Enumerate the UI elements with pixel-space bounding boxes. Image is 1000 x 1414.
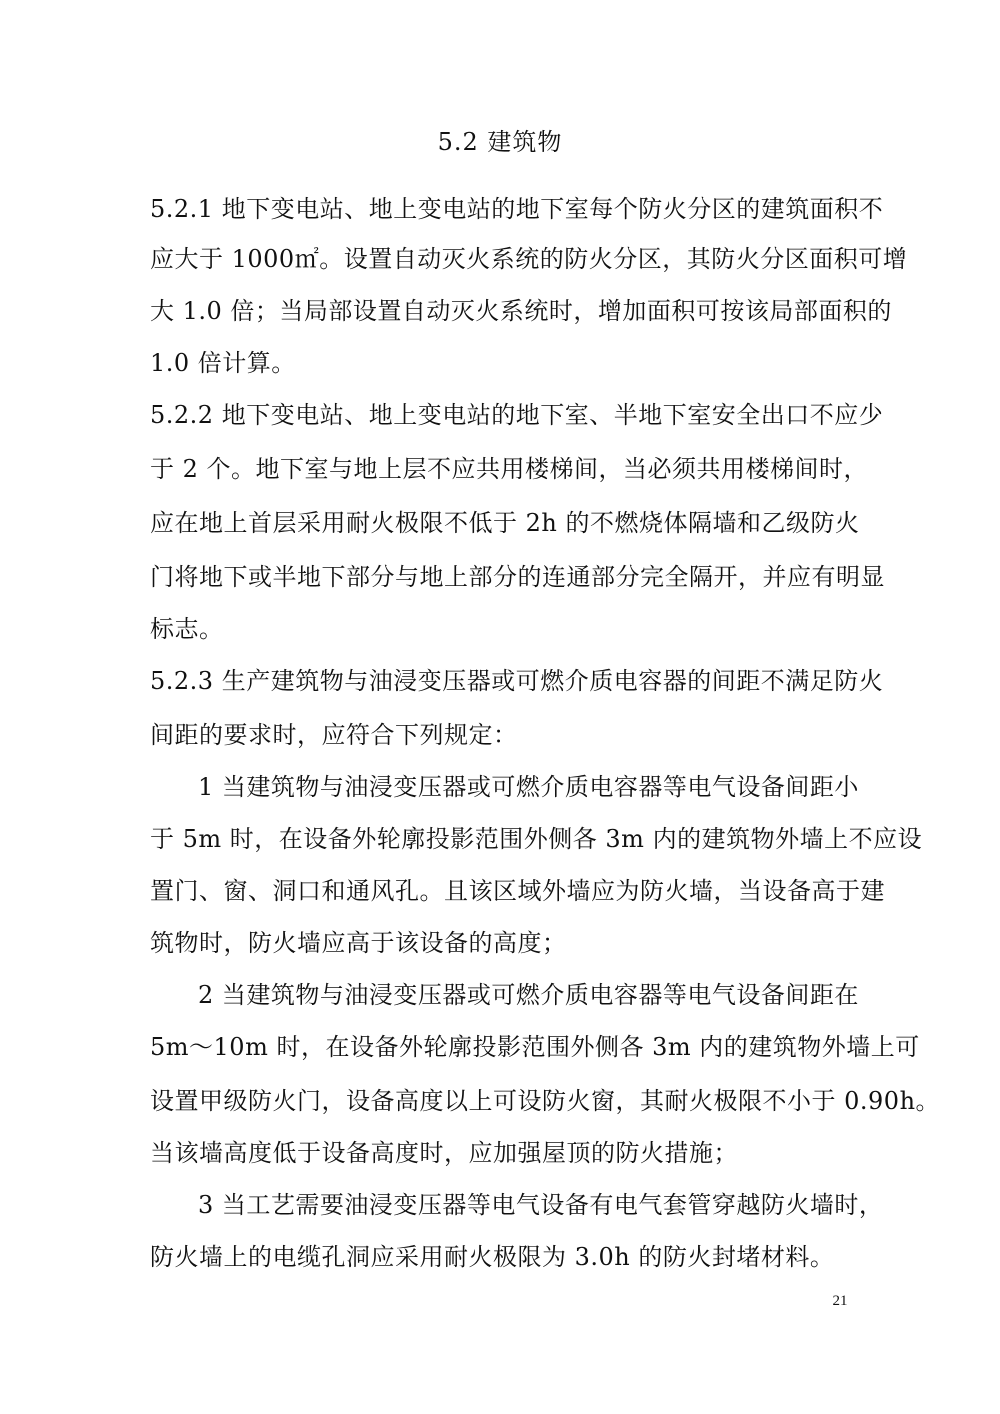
text-line: 1 当建筑物与油浸变压器或可燃介质电容器等电气设备间距小 xyxy=(198,773,859,801)
text-line: 3 当工艺需要油浸变压器等电气设备有电气套管穿越防火墙时， xyxy=(198,1191,884,1219)
text-line: 5.2.3 生产建筑物与油浸变压器或可燃介质电容器的间距不满足防火 xyxy=(150,667,884,695)
text-line: 间距的要求时，应符合下列规定： xyxy=(150,721,518,749)
text-line: 应大于 1000㎡。设置自动灭火系统的防火分区，其防火分区面积可增 xyxy=(150,245,908,273)
text-line: 5.2.1 地下变电站、地上变电站的地下室每个防火分区的建筑面积不 xyxy=(150,195,884,223)
text-line: 门将地下或半地下部分与地上部分的连通部分完全隔开，并应有明显 xyxy=(150,563,885,591)
text-line: 设置甲级防火门，设备高度以上可设防火窗，其耐火极限不小于 0.90h。 xyxy=(150,1087,941,1115)
page-number: 21 xyxy=(832,1293,848,1309)
text-line: 大 1.0 倍；当局部设置自动灭火系统时，增加面积可按该局部面积的 xyxy=(150,297,892,325)
text-line: 当该墙高度低于设备高度时，应加强屋顶的防火措施； xyxy=(150,1139,738,1167)
text-line: 防火墙上的电缆孔洞应采用耐火极限为 3.0h 的防火封堵材料。 xyxy=(150,1243,835,1271)
text-line: 筑物时，防火墙应高于该设备的高度； xyxy=(150,929,567,957)
text-line: 置门、窗、洞口和通风孔。且该区域外墙应为防火墙，当设备高于建 xyxy=(150,877,885,905)
text-line: 1.0 倍计算。 xyxy=(150,349,296,377)
text-line: 5.2.2 地下变电站、地上变电站的地下室、半地下室安全出口不应少 xyxy=(150,401,884,429)
text-line: 于 5m 时，在设备外轮廓投影范围外侧各 3m 内的建筑物外墙上不应设 xyxy=(150,825,923,853)
text-line: 5m～10m 时，在设备外轮廓投影范围外侧各 3m 内的建筑物外墙上可 xyxy=(150,1033,920,1061)
section-title: 5.2 建筑物 xyxy=(437,128,563,156)
text-line: 标志。 xyxy=(150,615,224,643)
text-line: 2 当建筑物与油浸变压器或可燃介质电容器等电气设备间距在 xyxy=(198,981,859,1009)
text-line: 于 2 个。地下室与地上层不应共用楼梯间，当必须共用楼梯间时， xyxy=(150,455,869,483)
text-line: 应在地上首层采用耐火极限不低于 2h 的不燃烧体隔墙和乙级防火 xyxy=(150,509,860,537)
